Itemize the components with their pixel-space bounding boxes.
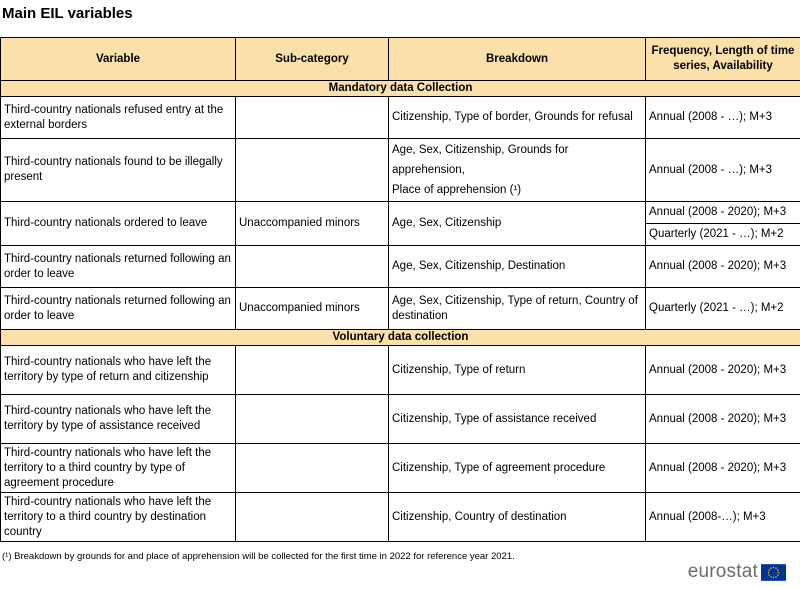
cell-variable: Third-country nationals returned following an order to leave — [1, 288, 236, 330]
footnote: (¹) Breakdown by grounds for and place of apprehension will be collected for the first time in 2022 for reference year 2021. — [2, 551, 515, 562]
cell-variable: Third-country nationals who have left the territory to a third country by type of agreement procedure — [1, 444, 236, 493]
table-row — [1, 288, 800, 330]
cell-subcategory — [236, 97, 389, 139]
page-title: Main EIL variables — [2, 5, 133, 22]
cell-frequency: Annual (2008 - 2020); M+3 — [646, 444, 800, 493]
cell-variable: Third-country nationals returned following an order to leave — [1, 246, 236, 288]
cell-frequency: Annual (2008 - 2020); M+3 — [646, 395, 800, 444]
eu-star-icon — [770, 567, 772, 569]
cell-breakdown: Citizenship, Country of destination — [389, 493, 646, 542]
section-label: Voluntary data collection — [1, 330, 800, 346]
eu-star-icon — [768, 574, 770, 576]
cell-subcategory: Unaccompanied minors — [236, 288, 389, 330]
cell-variable: Third-country nationals who have left the territory by type of return and citizenship — [1, 346, 236, 395]
eu-star-icon — [768, 569, 770, 571]
cell-frequency: Quarterly (2021 - …); M+2 — [646, 224, 800, 246]
cell-breakdown: Citizenship, Type of border, Grounds for refusal — [389, 97, 646, 139]
cell-breakdown: Age, Sex, Citizenship, Type of return, Country of destination — [389, 288, 646, 330]
cell-subcategory: Unaccompanied minors — [236, 202, 389, 246]
section-row-voluntary — [1, 330, 800, 346]
eu-star-icon — [777, 574, 779, 576]
cell-variable: Third-country nationals refused entry at the external borders — [1, 97, 236, 139]
cell-breakdown — [389, 139, 646, 202]
cell-subcategory — [236, 395, 389, 444]
cell-frequency: Annual (2008 - 2020); M+3 — [646, 246, 800, 288]
cell-frequency: Annual (2008 - …); M+3 — [646, 97, 800, 139]
breakdown-line: Age, Sex, Citizenship, Grounds for apprehension, — [392, 144, 569, 176]
header-variable: Variable — [1, 38, 236, 81]
table-row — [1, 493, 800, 542]
section-row-mandatory — [1, 81, 800, 97]
header-subcategory: Sub-category — [236, 38, 389, 81]
eu-star-icon — [777, 569, 779, 571]
eu-star-icon — [768, 571, 770, 573]
cell-subcategory — [236, 493, 389, 542]
table-row — [1, 202, 800, 224]
cell-frequency: Annual (2008 - …); M+3 — [646, 139, 800, 202]
table-row — [1, 346, 800, 395]
table-row — [1, 444, 800, 493]
table-row — [1, 395, 800, 444]
cell-breakdown: Age, Sex, Citizenship, Destination — [389, 246, 646, 288]
cell-subcategory — [236, 139, 389, 202]
cell-breakdown: Citizenship, Type of return — [389, 346, 646, 395]
eu-star-icon — [775, 567, 777, 569]
cell-subcategory — [236, 346, 389, 395]
eu-flag-field — [761, 564, 786, 581]
logo-text: eurostat — [687, 561, 758, 582]
table-row — [1, 246, 800, 288]
eu-star-icon — [770, 576, 772, 578]
cell-subcategory — [236, 246, 389, 288]
table-header-row — [1, 38, 800, 81]
eu-star-icon — [775, 576, 777, 578]
breakdown-line: Place of apprehension (¹) — [392, 184, 522, 196]
table-row — [1, 139, 800, 202]
header-breakdown: Breakdown — [389, 38, 646, 81]
cell-subcategory — [236, 444, 389, 493]
cell-variable: Third-country nationals who have left the territory to a third country by destination country — [1, 493, 236, 542]
cell-breakdown: Age, Sex, Citizenship — [389, 202, 646, 246]
eu-flag-icon — [761, 564, 786, 581]
header-frequency: Frequency, Length of time series, Availability — [646, 38, 800, 81]
cell-frequency: Annual (2008 - 2020); M+3 — [646, 202, 800, 224]
eu-star-icon — [773, 566, 775, 568]
cell-breakdown: Citizenship, Type of agreement procedure — [389, 444, 646, 493]
table-row — [1, 97, 800, 139]
cell-variable: Third-country nationals who have left the territory by type of assistance received — [1, 395, 236, 444]
cell-breakdown: Citizenship, Type of assistance received — [389, 395, 646, 444]
cell-variable: Third-country nationals ordered to leave — [1, 202, 236, 246]
cell-frequency: Quarterly (2021 - …); M+2 — [646, 288, 800, 330]
cell-frequency: Annual (2008 - 2020); M+3 — [646, 346, 800, 395]
eurostat-logo — [688, 561, 786, 583]
eil-variables-table — [0, 37, 800, 542]
cell-variable: Third-country nationals found to be illegally present — [1, 139, 236, 202]
eu-star-icon — [773, 576, 775, 578]
cell-frequency: Annual (2008-…); M+3 — [646, 493, 800, 542]
eu-star-icon — [778, 571, 780, 573]
section-label: Mandatory data Collection — [1, 81, 800, 97]
